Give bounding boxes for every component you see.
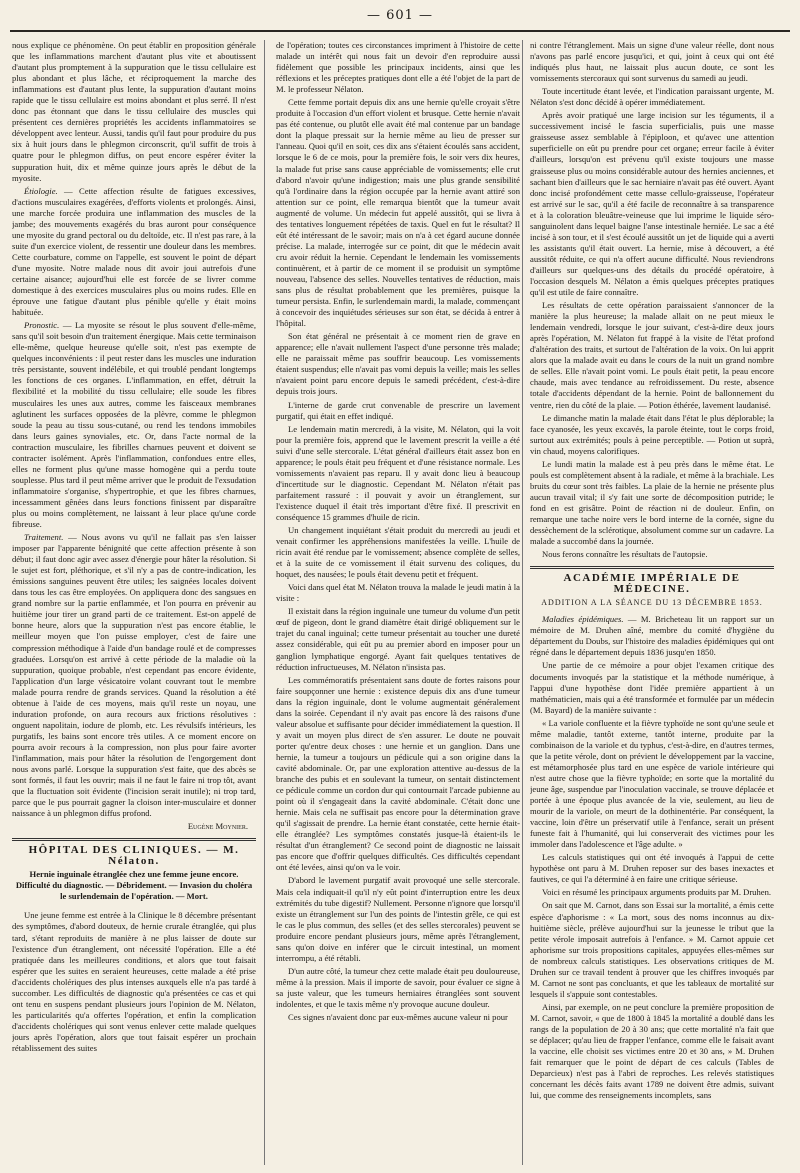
article-summary: Hernie inguinale étranglée chez une femme jeune encore. Difficulté du diagnostic. — Débridement. — Invasion du choléra le surlendemain de l'opération. — Mort. [15, 869, 253, 902]
section-rule [530, 566, 774, 569]
paragraph: Étiologie. — Cette affection résulte de fatigues excessives, d'actions musculaires exagérées, d'efforts violents et prolongés. Ainsi, une marche forcée produira une inflammation des muscles de la jambe; des mouvements exagérés du bras auront pour conséquence une myosite du grand pectoral ou du deltoïde, etc. Il n'est pas rare, à la suite d'un exercice violent, de ressentir une douleur dans les membres. Cette courbature, comme on l'appelle, est souvent le point de départ d'une myosite. Notre malade nous dit avoir joui autrefois d'une certaine aisance; aujourd'hui elle est forcée de se livrer comme domestique à des exercices musculaires plus ou moins rudes. Elle en éprouve une fatigue d'autant plus pénible qu'elle y était moins habituée. [12, 185, 256, 318]
paragraph-label: Maladies épidémiques. [542, 614, 624, 625]
paragraph: Après avoir pratiqué une large incision sur les téguments, il a successivement incisé le fascia superficialis, puis une masse graisseuse assez semblable à l'épiploon, et qu'avec une attention superficielle on eût pu prendre pour cet organe; erreur facile à éviter d'ailleurs, lorsqu'on est prévenu qu'il existe toujours une masse graisseuse plus ou moins considérable autour des hernies anciennes, et sachant bien d'ailleurs que le sac herniaire n'avait pas été ouvert. Ayant donc incisé profondément cette masse cellulo-graisseuse, l'opérateur est arrivé sur le sac, qu'il a été facile de reconnaître à sa transparence et à la coloration bleuâtre-veineuse que lui imprime le liquide séro-sanguinolent dans lequel baigne l'anse intestinale herniée. Le sac a été incisé à son tour, et il s'est écoulé aussitôt un jet de liquide qui a averti les assistants qu'il était ouvert. La hernie, mise à découvert, a été aussitôt réduite, ce qui n'a offert aucune difficulté. Nous reviendrons d'ailleurs sur quelques-uns des détails du procédé opératoire, à l'occasion desquels M. Nélaton a émis quelques préceptes pratiques qu'il est utile de faire connaître. [530, 110, 774, 298]
author-signature: Eugène Moynier. [187, 821, 248, 832]
paragraph: Les commémoratifs présentaient sans doute de fortes raisons pour faire soupçonner une hernie : existence depuis dix ans d'une tumeur dans la région inguinale, dont le volume augmentait généralement dans la soirée. Cependant il n'y avait pas encore là des raisons d'une valeur absolue et suffisante pour décider immédiatement la question. Il y avait un moyen plus direct de s'en assurer. Le doute ne pouvait porter qu'entre deux choses : une hernie et un ganglion. Dans une hernie, la tumeur a toujours un pédicule qui a son origine dans la cavité abdominale. Or, par une exploration attentive au-dessus de la branche des pubis et en soulevant la tumeur, on sentait distinctement ce pédicule comme un cordon dur qui contournait l'arcade pubienne au point où il s'engageait dans la cavité abdominale. C'était donc une hernie. Mais cela ne suffisait pas encore pour la détermination grave qu'il s'agissait de prendre. La hernie étant constatée, cette hernie était-elle étranglée? Les symptômes constatés jusque-là étaient-ils le résultat d'un étranglement? Ce second point de diagnostic ne laissait pas encore que d'offrir quelques difficultés. Ces difficultés cependant ont été levées, ainsi qu'on va le voir. [276, 674, 520, 873]
column-2 [276, 40, 520, 1168]
paragraph: Voici dans quel état M. Nélaton trouva la malade le jeudi matin à la visite : [276, 582, 520, 604]
paragraph: Une jeune femme est entrée à la Clinique le 8 décembre présentant des symptômes, d'abord douteux, de hernie crurale étranglée, qui plus tard, s'étant reproduits de manière à ne plus laisser de doute sur l'existence d'un étranglement, ont nécessité l'opération. Elle a été pratiquée dans les meilleures conditions, et alors que tout faisait espérer que les suites en seraient heureuses, cette malade a été prise d'accidents cholériques des plus intenses auxquels elle n'a pas tardé à succomber. Les difficultés de diagnostic qu'a présentées ce cas et qui ont tenu en suspens pendant plusieurs jours l'opinion de M. Nélaton, les particularités qu'a offertes l'opération, et enfin la complication d'accidents cholériques qui sont venus enlever cette malade quelques jours après l'opération, alors que tout faisait espérer un prochain rétablissement des suites [12, 910, 256, 1053]
column-divider [264, 40, 265, 1165]
paragraph: L'interne de garde crut convenable de prescrire un lavement purgatif, qui était en effet indiqué. [276, 399, 520, 421]
paragraph: On sait que M. Carnot, dans son Essai sur la mortalité, a émis cette espèce d'aphorisme : « La mort, sous des noms inconnus au dix-huitième siècle, prélève aujourd'hui sur la jeunesse le tribut que la petite vérole imposait autrefois à l'enfance. » M. Carnot appuie cet aphorisme sur trois propositions capitales, appuyées elles-mêmes sur de nombreux calculs statistiques. Les observations critiques de M. Druhen sur ce travail tendent à prouver que les chiffres invoqués par M. Carnot ne sont pas concluants, et que les tableaux de mortalité sur lesquels il s'appuie sont contestables. [530, 900, 774, 999]
paragraph: Traitement. — Nous avons vu qu'il ne fallait pas s'en laisser imposer par l'apparente bénignité que cette affection présente à son début; il faut donc agir avec assez d'énergie pour hâter la résolution. Si le sujet est fort, pléthorique, et s'il n'y a pas de contre-indication, les émissions sanguines peuvent être utiles; les saignées locales doivent dans tous les cas être employées. On appliquera donc des sangsues en grand nombre sur la partie enflammée, et l'on pourra en prévenir au huitième jour tirer un grand parti de ce traitement. Est-on appelé de bonne heure, alors que la suppuration n'est pas encore établie, le meilleur moyen que l'on puisse employer, c'est de faire une compression méthodique à l'aide d'un bandage roulé et de compresses graduées. Lorsqu'on est arrivé à cette période de la maladie où la suppuration, quoique probable, n'est cependant pas encore évidente, l'application d'un large vésicatoire volant couvrant tout le membre malade pourra rendre de grands services. Quand la résolution a été obtenue à l'aide de ces moyens, mais qu'il reste un noyau, une induration profonde, on aura recours aux frictions résolutives : onguent napolitain, iodure de plomb, etc. Les révulsifs intérieurs, les purgatifs, les bains sont encore très utiles. A ce moment encore on pourra avoir recours à la compression, non plus pour faire avorter l'inflammation, mais pour hâter la résolution de l'engorgement dont nous avons parlé. Lorsque la suppuration s'est faite, que des abcès se sont formés, il faut les ouvrir; mais il ne faut le faire ni trop tôt, avant que la fluctuation soit évidente (l'incision serait inutile); ni trop tard, parce que le pus pourrait gagner la cloison inter-musculaire et donner naissance à un phlegmon diffus profond. [12, 532, 256, 819]
paragraph: Son état général ne présentait à ce moment rien de grave en apparence; elle n'avait nullement l'aspect d'une personne très malade; elle ne paraissait même pas souffrir beaucoup. Les vomissements étaient suspendus; elle n'avait pas vomi depuis la veille; mais les selles n'avaient point paru encore depuis le samedi précédent, c'est-à-dire depuis trois jours. [276, 331, 520, 397]
paragraph: Nous ferons connaître les résultats de l'autopsie. [542, 549, 708, 560]
paragraph: Le dimanche matin la malade était dans l'état le plus déplorable; la face cyanosée, les yeux excavés, la parole éteinte, tout le corps froid, surtout aux extrémités; pouls à peine perceptible. — Potion ut suprà, vin chaud, moyens calorifiques. [530, 412, 774, 456]
section-rule [12, 838, 256, 841]
paragraph: Voici en résumé les principaux arguments produits par M. Druhen. [542, 887, 772, 898]
paragraph-label: Pronostic. [24, 320, 60, 331]
section-title: ACADÉMIE IMPÉRIALE DE MÉDECINE. [563, 572, 741, 596]
paragraph: nous explique ce phénomène. On peut établir en proposition générale que les inflammations marchent d'autant plus vite et aboutissent d'autant plus promptement à la suppuration que le tissu cellulaire est plus abondant et plus lâche, et réciproquement la marche des inflammations est d'autant plus lente, la suppuration d'autant moins rapide que le tissu cellulaire est moins abondant et plus serré. Il n'est donc pas étonnant que dans le tissu cellulaire des muscles qui présentent ces dernières propriétés les accidents inflammatoires se développent avec lenteur. Aussi, tandis qu'il faut pour produire du pus six à huit jours dans le phlegmon circonscrit, qu'il suffit de trois à quatre pour le phlegmon diffus, on peut encore espérer éviter la suppuration huit, dix et même quinze jours après le début de la myosite. [12, 40, 256, 183]
quotation: « La variole confluente et la fièvre typhoïde ne sont qu'une seule et même maladie, tantôt externe, tantôt interne, produite par la combinaison de la variole et du typhus, c'est-à-dire, en d'autres termes, que la petite vérole, dont on prévient le développement par la vaccine, est métamorphosée plus tard en une espèce de variole intérieure qui n'est autre chose que la fièvre typhoïde; en sorte que la mortalité du jeune âge, suspendue par l'inoculation vaccinale, se trouve déplacée et portée à une époque plus avancée de la vie, seulement, au lieu de mourir de la variole, on meurt de la dothinentérie. Par conséquent, la vaccine, loin d'être un préservatif utile à l'enfance, serait un présent funeste fait à l'humanité, qui lui conserverait des victimes pour les immoler dans l'adolescence et l'âge adulte. » [530, 717, 774, 850]
paragraph: Les résultats de cette opération paraissaient s'annoncer de la manière la plus heureuse; la malade allait on ne peut mieux le lendemain vendredi, lorsque le jour suivant, c'est-à-dire deux jours après l'opération, M. Nélaton fut frappé à la visite de l'état profond d'altération des traits, et surtout de l'altération de la voix. On lui apprit alors que la malade avait eu dans le cours de la nuit un grand nombre de selles. Elle n'avait point vomi. Le pouls était petit, la peau encore chaude, mais avec tendance au refroidissement. Du reste, absence totale d'accidents dépendant de la hernie. Point de ballonnement du ventre, rien du côté de la plaie. — Potion éthérée, lavement laudanisé. [530, 300, 774, 410]
paragraph: Ainsi, par exemple, on ne peut conclure la première proposition de M. Carnot, savoir, « que de 1800 à 1845 la mortalité a doublé dans les rangs de la population de 20 à 30 ans; que cette mortalité n'a fait que se déplacer; qu'au lieu de frapper l'enfance, comme elle le faisait avant la vaccine, elle choisit ses victimes entre 20 et 30 ans, » M. Druhen fait remarquer que le point de départ de ces calculs (Tables de Deparcieux) n'est pas à l'abri de reproches. Les relevés statistiques concernant les décès faits avant 1789 ne doivent être admis, suivant lui, que comme des renseignements incomplets, sans [530, 1001, 774, 1101]
paragraph: Un changement inquiétant s'était produit du mercredi au jeudi et venait confirmer les appréhensions manifestées la veille. L'huile de ricin avait été rendue par le vomissement; absence complète de selles, et à la suite de ce vomissement il était survenu des coliques, du hoquet, des nausées; le pouls était devenu petit et fréquent. [276, 525, 520, 580]
paragraph: D'un autre côté, la tumeur chez cette malade était peu douloureuse, même à la pression. Mais il importe de savoir, pour évaluer ce signe à sa juste valeur, que les tumeurs herniaires étranglées sont souvent indolentes, et que le taxis même n'y provoque aucune douleur. [276, 965, 520, 1009]
paragraph: D'abord le lavement purgatif avait provoqué une selle stercorale. Mais cela indiquait-il qu'il n'y eût point d'interruption entre les deux extrémités du tube digestif? Nullement. Personne n'ignore que lorsqu'il existe un étranglement sur l'un des points de l'intestin grêle, ce qui est le cas le plus commun, des selles (et des selles stercorales) peuvent se produire encore pendant plusieurs jours, même après l'étranglement, sans qu'on doive en inférer que le circuit intestinal, un moment interrompu, a été rétabli. [276, 875, 520, 963]
paragraph: Le lundi matin la malade est à peu près dans le même état. Le pouls est complètement absent à la radiale, et même à la brachiale. Les bruits du cœur sont très faibles. La plaie de la hernie ne présente plus aucun travail vital; il s'y fait une sorte de décomposition putride; le fond en est grisâtre. Point de réaction ni de douleur. Enfin, on remarque une tache noire vers le bord interne de la cornée, signe du dessèchement de la sclérotique, absolument comme sur un cadavre. La malade a succombé dans la journée. [530, 458, 774, 547]
column-3 [530, 40, 774, 1168]
paragraph: Toute incertitude étant levée, et l'indication paraissant urgente, M. Nélaton s'est donc décidé à opérer immédiatement. [530, 86, 774, 108]
paragraph: Les calculs statistiques qui ont été invoqués à l'appui de cette hypothèse ont paru à M. Druhen reposer sur des bases inexactes et fautives, ce qui l'a déterminé à en faire une critique sérieuse. [530, 852, 774, 885]
page-number: — 601 — [366, 8, 434, 23]
paragraph: Cette femme portait depuis dix ans une hernie qu'elle croyait s'être produite à l'occasion d'un effort violent et brusque. Cette hernie n'avait pas été contenue, ou plutôt elle avait été mal contenue par un bandage dont la plaque pressait sur la hernie même au lieu de presser sur l'anneau. Quoi qu'il en soit, ces dix ans s'étaient écoulés sans accident, lorsque le 6 de ce mois, pour la première fois, le soir vers dix heures, la malade fut prise sans cause appréciable de vomissements; elle crut d'abord n'avoir qu'une indigestion; mais une plus grande sensibilité qu'à l'ordinaire dans la région occupée par la hernie avant attiré son attention sur ce point, elle remarqua bientôt que la tumeur avait augmenté de volume. Un médecin fut appelé aussitôt, qui se livra à des tentatives longuement répétées de taxis. Quel en fut le résultat? Il eût été intéressant de le savoir; mais on n'a à cet égard aucune donnée précise. La malade, interrogée sur ce point, dit que le médecin avait cru avoir réduit la hernie. Cependant le lendemain les vomissements continuèrent, et à partir de ce moment il se produisit un symptôme nouveau, l'absence des selles. Nouvelles tentatives de réduction, mais sans plus de résultat probablement que les premières, puisque la tumeur persista. Enfin, le surlendemain mardi, la malade, commençant à concevoir des inquiétudes sérieuses sur son état, se décida à entrer à l'hôpital. [276, 97, 520, 329]
column-divider [522, 40, 523, 1165]
header-rule [10, 30, 790, 32]
section-title: HÔPITAL DES CLINIQUES. — M. Nélaton. [28, 844, 240, 868]
paragraph: Le lendemain matin mercredi, à la visite, M. Nélaton, qui la voit pour la première fois, apprend que le lavement prescrit la veille a été suivi d'une selle stercorale. L'état général d'ailleurs était assez bon en apparence; le pouls était peu fréquent et d'une résistance normale. Les vomissements n'avaient pas reparu. Il y avait donc lieu à beaucoup d'incertitude sur le diagnostic. Cependant M. Nélaton n'était pas parfaitement rassuré : il pouvait y avoir un étranglement, sur l'existence duquel il était très important d'être fixé. Il prescrivit en conséquence 15 grammes d'huile de ricin. [276, 423, 520, 522]
paragraph: Pronostic. — La myosite se résout le plus souvent d'elle-même, sans qu'il soit besoin d'un traitement énergique. Mais cette terminaison elle-même, quelque heureuse qu'elle soit, n'est pas exempte de quelques inconvénients : il peut rester dans les muscles une induration très persistante, souvent indélébile, et qui troublé pendant longtemps les fonctions de ces organes. L'inflammation, en effet, détruit la flexibilité et la mobilité du tissu cellulaire; elle soude les fibres musculaires les unes aux autres, comme les faisceaux membranes aglutinent les surfaces opposées de la plèvre, comme le phlegmon soude la peau au tissu sous-cutané, ou rend les tendons immobiles dans leurs gaines synoviales, etc. Or, dans l'acte normal de la contraction musculaire, les fibrilles charnues peuvent et doivent se contracter isolément. Après l'inflammation, confondues entre elles, elles ne forment plus qu'une masse homogène qui a perdu toute souplesse. Plus tard il peut même arriver que le produit de l'exsudation inflammatoire s'organise, s'hypertrophie, et que les fibres charnues, incessamment gênées dans leurs fonctions finissent par disparaître plus ou moins complètement, ne laissant à leur place qu'une corde fibreuse. [12, 320, 256, 530]
column-1 [12, 40, 256, 1168]
paragraph-label: Traitement. [24, 532, 64, 543]
paragraph: Ces signes n'avaient donc par eux-mêmes aucune valeur ni pour [288, 1012, 508, 1023]
paragraph: Il existait dans la région inguinale une tumeur du volume d'un petit œuf de pigeon, dont le grand diamètre était dirigé obliquement sur le trajet du canal inguinal; cette tumeur présentait au toucher une dureté assez considérable, qui eût pu au premier abord en imposer pour un ganglion lymphatique engorgé. Ayant fait quelques tentatives de réduction infructueuses, M. Nélaton n'insista pas. [276, 606, 520, 672]
paragraph: Une partie de ce mémoire a pour objet l'examen critique des documents invoqués par la statistique et la méthode numérique, à l'appui d'une hypothèse dont l'idée première appartient à un mathématicien, mais qui a été transformée et formulée par un médecin (M. Bayard) de la manière suivante : [530, 660, 774, 715]
paragraph: Maladies épidémiques. — M. Bricheteau lit un rapport sur un mémoire de M. Druhen aîné, membre du comité d'hygiène du département du Doubs, sur l'histoire des maladies épidémiques qui ont régné dans le département depuis 1836 jusqu'en 1850. [530, 614, 774, 658]
paragraph: ni contre l'étranglement. Mais un signe d'une valeur réelle, dont nous n'avons pas parlé encore jusqu'ici, et qui, joint à ceux qui ont été indiqués plus haut, ne laissait plus aucun doute, ce sont les vomissements stercoraux qui sont survenus du samedi au jeudi. [530, 40, 774, 84]
paragraph: de l'opération; toutes ces circonstances impriment à l'histoire de cette malade un intérêt qui nous fait un devoir d'en reproduire aussi fidèlement que possible les principaux incidents, ainsi que les réflexions et les préceptes pratiques dont elle a été l'objet de la part de M. le professeur Nélaton. [276, 40, 520, 95]
section-subtitle: ADDITION A LA SÉANCE DU 13 DÉCEMBRE 1853. [541, 598, 763, 608]
paragraph-label: Étiologie. [24, 185, 58, 196]
